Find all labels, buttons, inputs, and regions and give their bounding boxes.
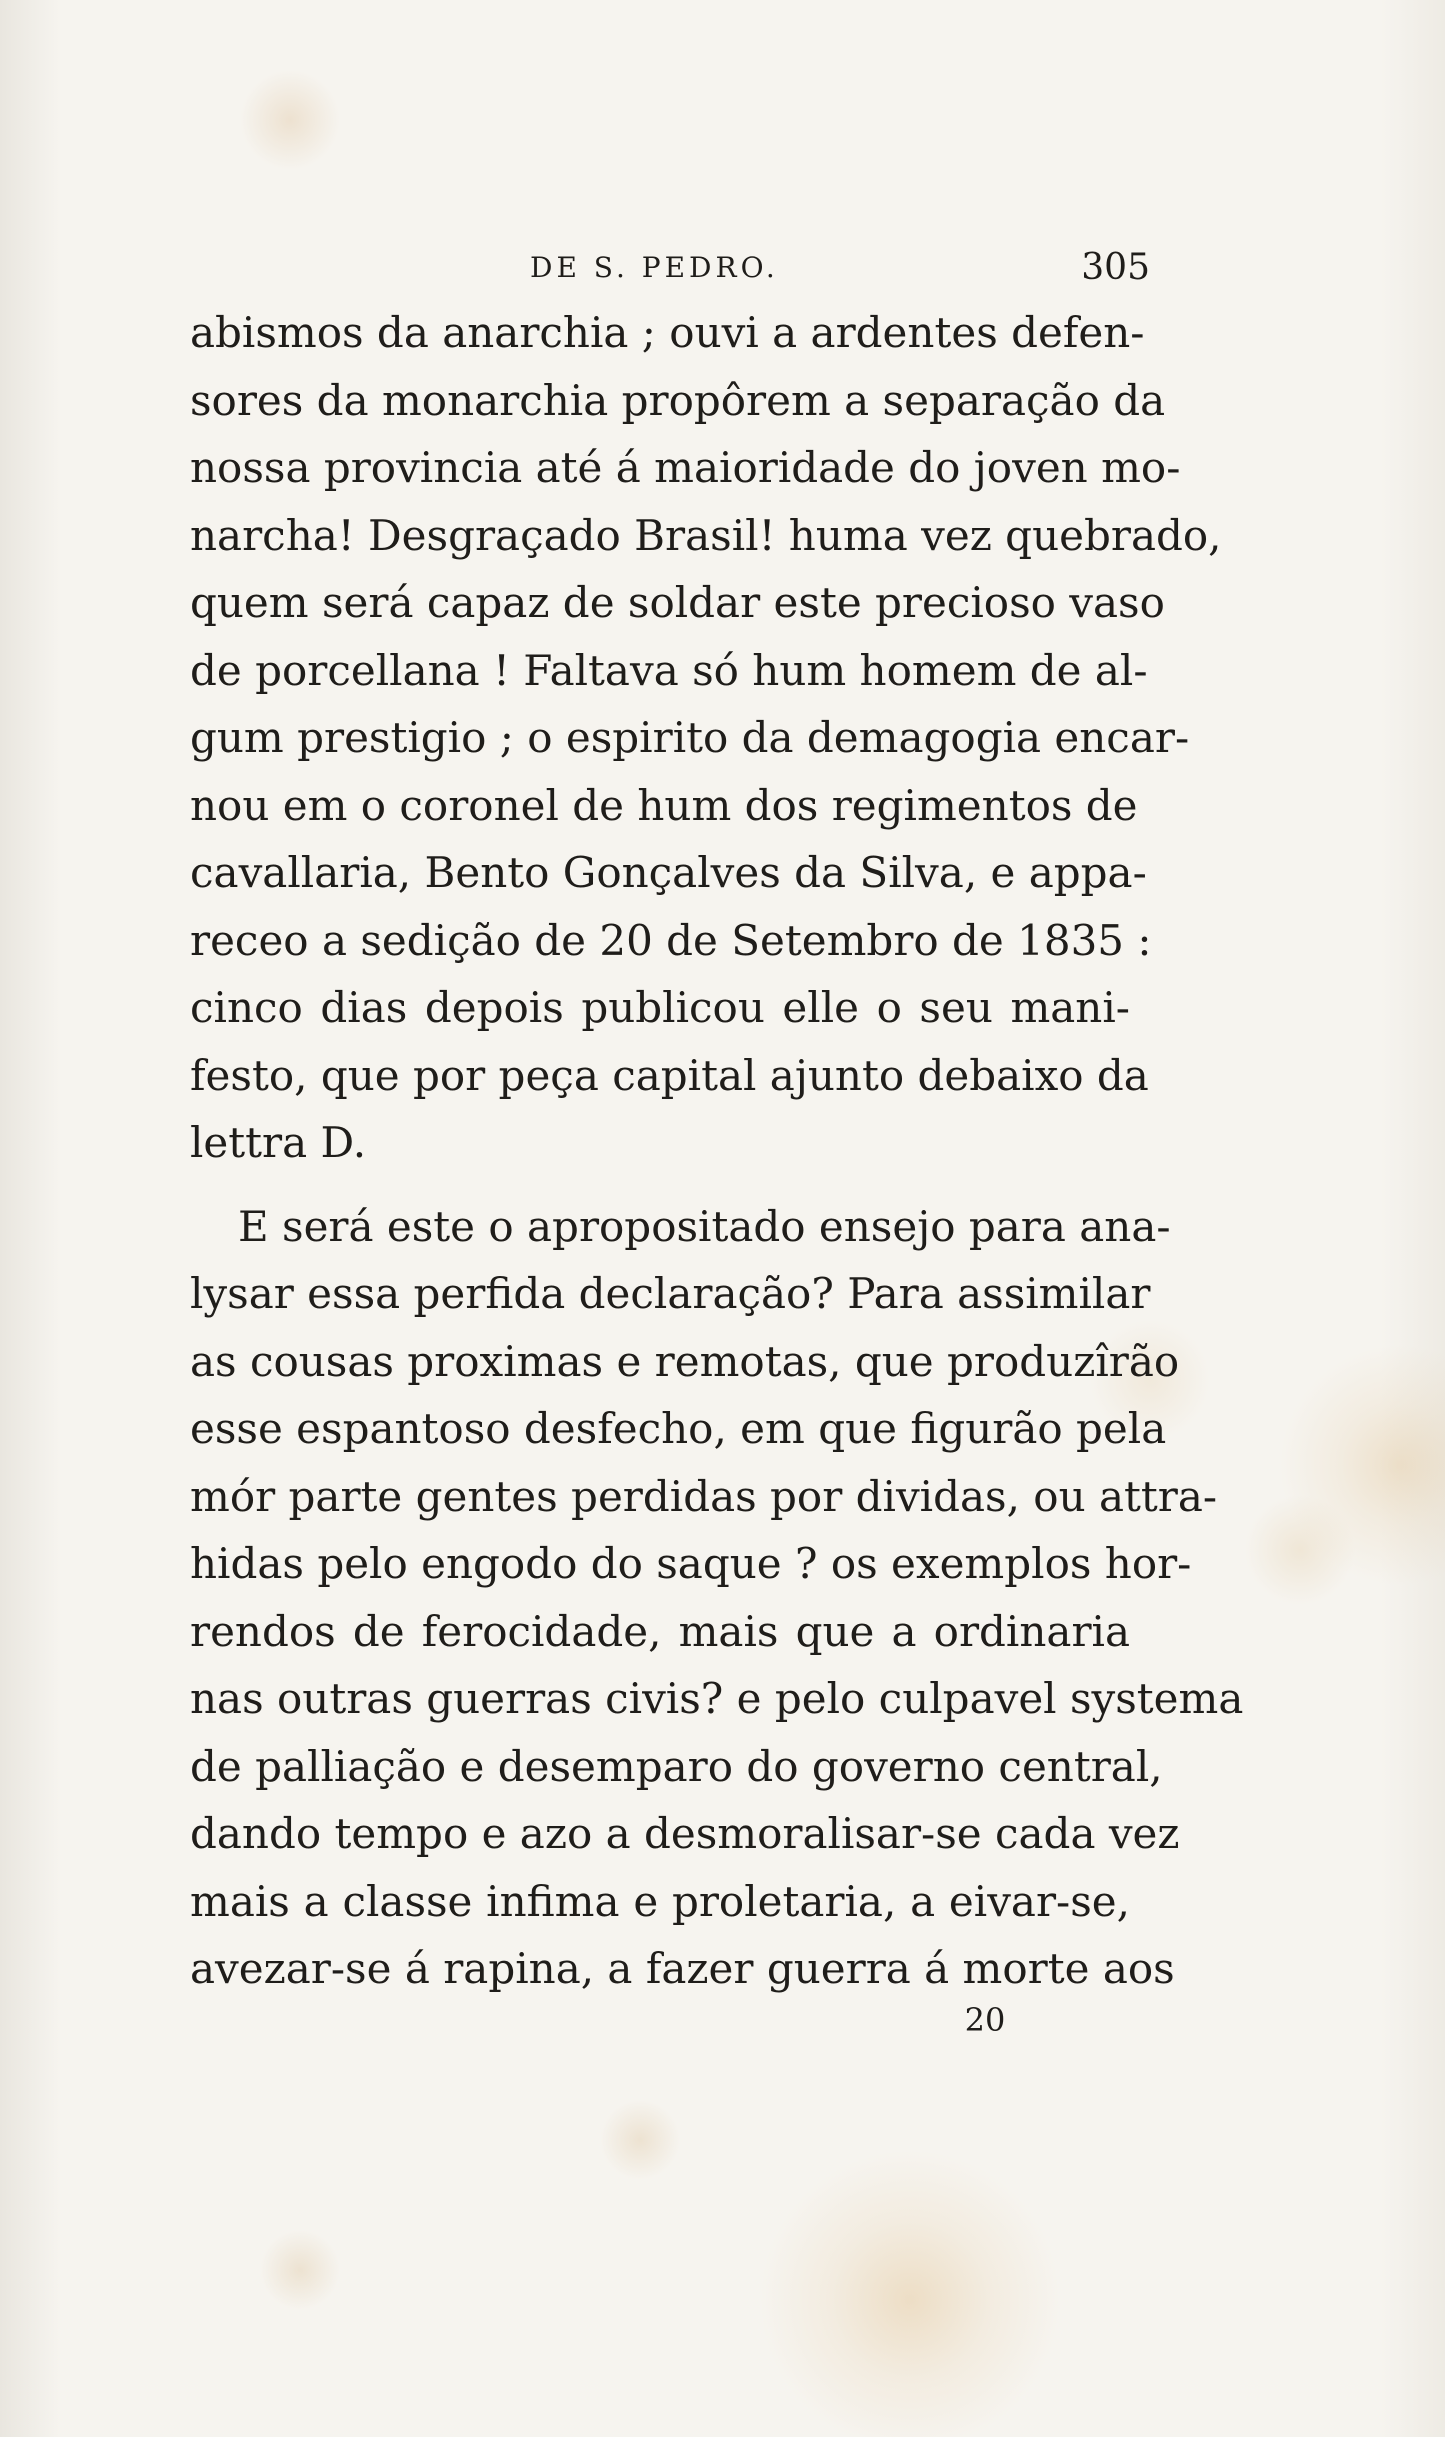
text-line: abismos da anarchia ; ouvi a ardentes defen- <box>190 308 1145 357</box>
text-line: festo, que por peça capital ajunto debaixo da <box>190 1050 1149 1100</box>
text-line: E será este o apropositado ensejo para ana- <box>238 1201 1171 1251</box>
text-line: cinco dias depois publicou elle o seu mani- <box>190 983 1130 1032</box>
signature-mark: 20 <box>964 2001 1006 2039</box>
text-line: narcha! Desgraçado Brasil! huma vez quebrado, <box>190 510 1222 560</box>
text-line: quem será capaz de soldar este precioso vaso <box>190 578 1165 627</box>
text-line: mais a classe infima e proletaria, a eivar-se, <box>190 1876 1130 1926</box>
text-line: hidas pelo engodo do saque ? os exemplos hor- <box>190 1539 1192 1588</box>
text-line: lettra D. <box>190 1118 367 1167</box>
text-line: de porcellana ! Faltava só hum homem de al- <box>190 645 1148 695</box>
text-line: nas outras guerras civis? e pelo culpavel systema <box>190 1674 1244 1723</box>
body-text <box>190 299 1244 2003</box>
paragraph-gap <box>190 1177 1130 1193</box>
text-line: nou em o coronel de hum dos regimentos de <box>190 780 1138 830</box>
text-line: rendos de ferocidade, mais que a ordinaria <box>190 1606 1130 1656</box>
text-line: as cousas proximas e remotas, que produzîrão <box>190 1336 1180 1386</box>
text-line: cavallaria, Bento Gonçalves da Silva, e appa- <box>190 848 1147 897</box>
text-line: de palliação e desemparo do governo central, <box>190 1741 1163 1791</box>
text-line: gum prestigio ; o espirito da demagogia encar- <box>190 713 1190 762</box>
page-header <box>530 238 1150 298</box>
text-line: avezar-se á rapina, a fazer guerra á morte aos <box>190 1944 1175 1993</box>
text-line: lysar essa perfida declaração? Para assimilar <box>190 1269 1151 1318</box>
running-head: DE S. PEDRO. <box>530 251 779 284</box>
page-number: 305 <box>1081 247 1150 288</box>
text-line: sores da monarchia propôrem a separação da <box>190 375 1166 425</box>
text-line: esse espantoso desfecho, em que figurão pela <box>190 1404 1167 1453</box>
text-line: receo a sedição de 20 de Setembro de 1835 : <box>190 915 1152 965</box>
text-line: mór parte gentes perdidas por dividas, ou attra- <box>190 1471 1218 1521</box>
text-line: dando tempo e azo a desmoralisar-se cada vez <box>190 1809 1180 1858</box>
text-line: nossa provincia até á maioridade do joven mo- <box>190 443 1181 492</box>
